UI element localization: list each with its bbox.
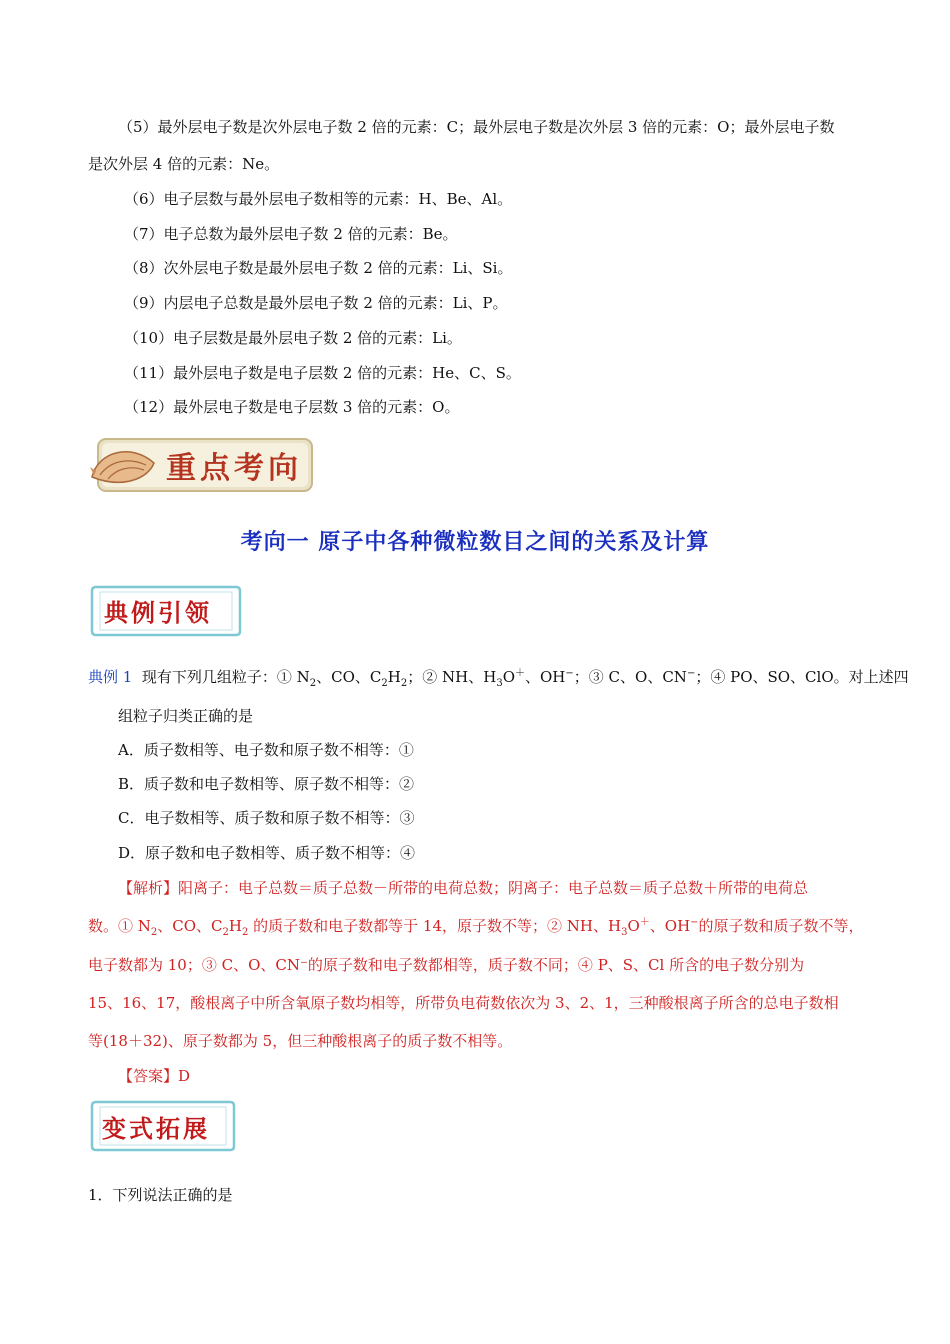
rule-9: （9）内层电子总数是最外层电子数 2 倍的元素：Li、P。 [124,294,508,312]
key-directions-label: 重点考向 [166,451,302,486]
rule-5-line2: 是次外层 4 倍的元素：Ne。 [88,155,280,173]
rule-11: （11）最外层电子数是电子层数 2 倍的元素：He、C、S。 [124,364,521,382]
analysis-line5: 等(18＋32)、原子数都为 5，但三种酸根离子的质子数不相等。 [88,1032,513,1050]
rule-12: （12）最外层电子数是电子层数 3 倍的元素：O。 [124,398,460,416]
rule-6: （6）电子层数与最外层电子数相等的元素：H、Be、Al。 [124,190,513,208]
typical-example-label: 典例引领 [104,598,212,627]
analysis-line4: 15、16、17，酸根离子中所含氧原子数均相等，所带负电荷数依次为 3、2、1，三种酸根离子所含的总电子数相 [88,994,839,1012]
rule-8: （8）次外层电子数是最外层电子数 2 倍的元素：Li、Si。 [124,259,513,277]
option-b: B．质子数和电子数相等、原子数不相等：② [118,775,415,793]
analysis-text-1: 阳离子：电子总数＝质子总数－所带的电荷总数；阴离子：电子总数＝质子总数＋所带的电荷总 [178,879,809,897]
rule-10: （10）电子层数是最外层电子数 2 倍的元素：Li。 [124,329,462,347]
typical-example-banner [88,583,244,639]
key-directions-banner [88,433,316,495]
analysis-line1 [118,878,808,898]
example-stem-part: 现有下列几组粒子：① N [141,668,310,686]
example-stem-line1: 典例 1 现有下列几组粒子：① $N_2$、CO、$C_2H_2$；② NH、$H_3O^+$、OH−；③ C、O、CN−；④ PO、SO、ClO。对上述四 [88,668,909,689]
answer: 【答案】D [118,1067,191,1085]
example-label: 典例 1 [88,668,133,686]
variant-extension-banner [88,1098,238,1154]
question-1: 1．下列说法正确的是 [88,1186,233,1204]
analysis-tag: 【解析】 [118,879,179,897]
option-c: C．电子数相等、质子数和原子数不相等：③ [118,809,415,827]
variant-extension-label: 变式拓展 [102,1114,210,1143]
rule-5-line1: （5）最外层电子数是次外层电子数 2 倍的元素：C；最外层电子数是次外层 3 倍的元素：O；最外层电子数 [118,118,835,136]
option-a: A．质子数相等、电子数和原子数不相等：① [118,741,414,759]
section-title: 考向一 原子中各种微粒数目之间的关系及计算 [240,530,710,555]
example-stem-line2: 组粒子归类正确的是 [118,707,254,725]
option-d: D．原子数和电子数相等、质子数不相等：④ [118,844,416,862]
rule-7: （7）电子总数为最外层电子数 2 倍的元素：Be。 [124,225,458,243]
analysis-line2: 数。① $N_2$、CO、$C_2H_2$ 的质子数和电子数都等于 14，原子数不等；② NH、$H_3O^+$、OH−的原子数和质子数不等， [88,917,864,938]
analysis-line3: 电子数都为 10；③ C、O、CN⁻的原子数和电子数都相等，质子数不同；④ P、S、Cl 所含的电子数分别为 [88,956,805,974]
